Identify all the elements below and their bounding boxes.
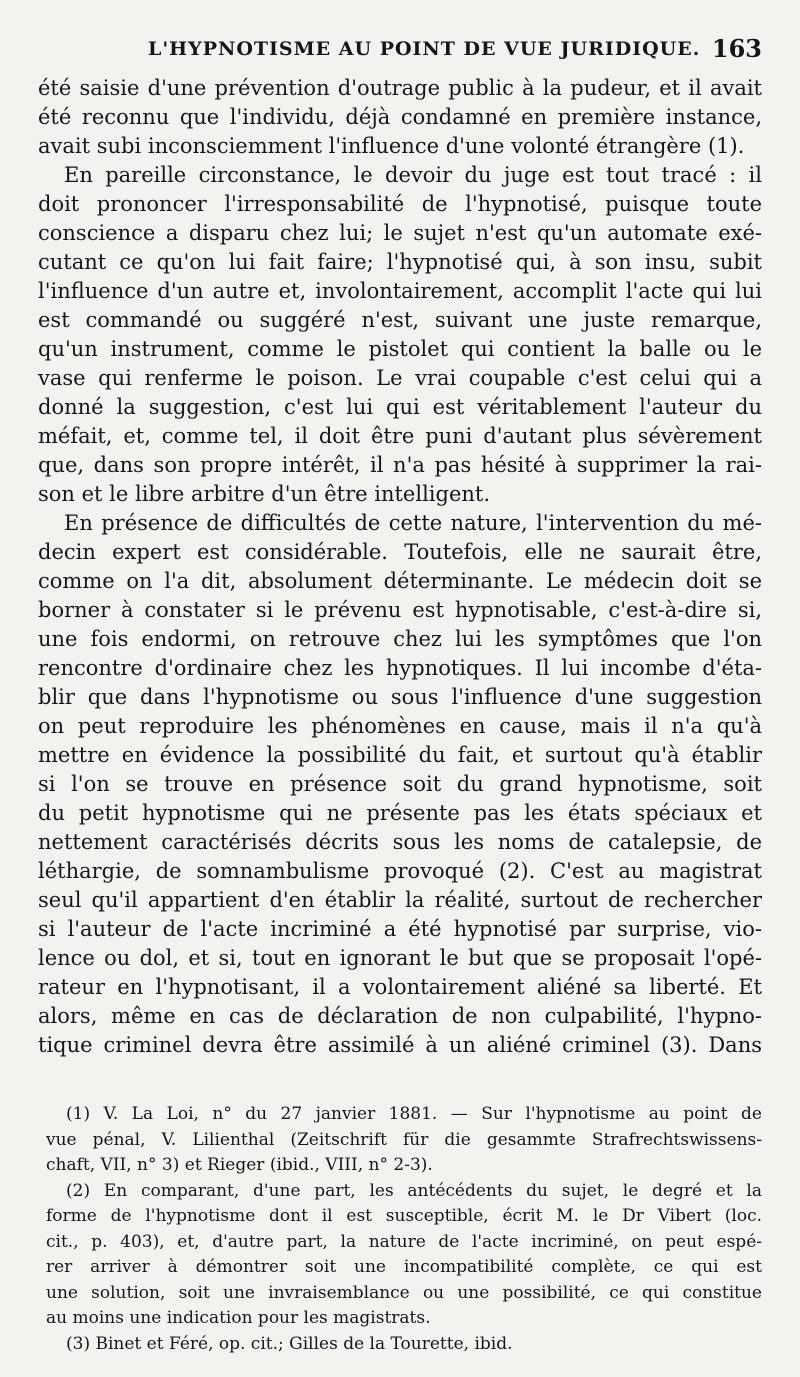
- footnote-line: forme de l'hypnotisme dont il est susceptible, écrit M. le Dr Vibert (loc.: [46, 1206, 762, 1226]
- footnote-line: vue pénal, V. Lilienthal (Zeitschrift für die gesammte Strafrechtswissens-: [46, 1129, 762, 1150]
- text-line: cutant ce qu'on lui fait faire; l'hypnotisé qui, à son insu, subit: [38, 250, 762, 274]
- footnotes: [46, 1102, 762, 1357]
- footnote-line: chaft, VII, n° 3) et Rieger (ibid., VIII, n° 2-3).: [46, 1155, 433, 1175]
- text-line: borner à constater si le prévenu est hypnotisable, c'est-à-dire si,: [38, 598, 762, 622]
- text-line: rateur en l'hypnotisant, il a volontairement aliéné sa liberté. Et: [38, 975, 762, 999]
- text-line: lence ou dol, et si, tout en ignorant le but que se proposait l'opé-: [38, 946, 762, 970]
- text-line: du petit hypnotisme qui ne présente pas les états spéciaux et: [38, 801, 762, 825]
- text-line: doit prononcer l'irresponsabilité de l'hypnotisé, puisque toute: [38, 192, 762, 216]
- text-line: une fois endormi, on retrouve chez lui les symptômes que l'on: [38, 627, 762, 651]
- text-line: son et le libre arbitre d'un être intelligent.: [38, 482, 491, 506]
- footnote-line: (1) V. La Loi, n° du 27 janvier 1881. — Sur l'hypnotisme au point de: [66, 1104, 762, 1124]
- text-line: comme on l'a dit, absolument déterminante. Le médecin doit se: [38, 569, 762, 593]
- text-line: alors, même en cas de déclaration de non culpabilité, l'hypno-: [38, 1004, 762, 1028]
- text-line: qu'un instrument, comme le pistolet qui contient la balle ou le: [38, 337, 762, 361]
- text-line: rencontre d'ordinaire chez les hypnotiques. Il lui incombe d'éta-: [38, 656, 762, 680]
- text-line: tique criminel devra être assimilé à un aliéné criminel (3). Dans: [38, 1033, 762, 1057]
- footnote-line: une solution, soit une invraisemblance ou une possibilité, ce qui constitue: [46, 1282, 762, 1303]
- text-line: été reconnu que l'individu, déjà condamné en première instance,: [38, 105, 762, 129]
- text-line: nettement caractérisés décrits sous les noms de catalepsie, de: [38, 830, 762, 854]
- page-number: 163: [711, 34, 762, 63]
- footnote-line: (2) En comparant, d'une part, les antécédents du sujet, le degré et la: [66, 1180, 762, 1201]
- text-line: on peut reproduire les phénomènes en cause, mais il n'a qu'à: [38, 714, 762, 738]
- text-line: que, dans son propre intérêt, il n'a pas hésité à supprimer la rai-: [38, 453, 762, 477]
- text-line: En pareille circonstance, le devoir du juge est tout tracé : il: [64, 163, 762, 187]
- footnote-line: rer arriver à démontrer soit une incompatibilité complète, ce qui est: [46, 1257, 762, 1277]
- text-line: decin expert est considérable. Toutefois, elle ne saurait être,: [38, 540, 762, 564]
- footnote-line: (3) Binet et Féré, op. cit.; Gilles de la Tourette, ibid.: [66, 1333, 513, 1354]
- text-line: En présence de difficultés de cette nature, l'intervention du mé-: [64, 511, 762, 535]
- text-line: l'influence d'un autre et, involontairement, accomplit l'acte qui lui: [38, 279, 762, 303]
- text-line: si l'auteur de l'acte incriminé a été hypnotisé par surprise, vio-: [38, 917, 762, 941]
- text-line: donné la suggestion, c'est lui qui est véritablement l'auteur du: [38, 395, 762, 419]
- main-text: [38, 74, 762, 1060]
- footnote-line: au moins une indication pour les magistrats.: [46, 1308, 431, 1328]
- text-line: été saisie d'une prévention d'outrage public à la pudeur, et il avait: [38, 76, 762, 100]
- text-line: mettre en évidence la possibilité du fait, et surtout qu'à établir: [38, 743, 762, 767]
- footnote-line: cit., p. 403), et, d'autre part, la nature de l'acte incriminé, on peut espé-: [46, 1231, 762, 1252]
- text-line: léthargie, de somnambulisme provoqué (2). C'est au magistrat: [38, 859, 762, 883]
- text-line: conscience a disparu chez lui; le sujet n'est qu'un automate exé-: [38, 221, 762, 245]
- running-title: L'HYPNOTISME AU POINT DE VUE JURIDIQUE.: [148, 38, 701, 60]
- text-line: si l'on se trouve en présence soit du grand hypnotisme, soit: [38, 772, 762, 796]
- text-line: avait subi inconsciemment l'influence d'une volonté étrangère (1).: [38, 134, 745, 158]
- text-line: seul qu'il appartient d'en établir la réalité, surtout de rechercher: [38, 888, 762, 912]
- text-line: blir que dans l'hypnotisme ou sous l'influence d'une suggestion: [38, 685, 762, 709]
- text-line: méfait, et, comme tel, il doit être puni d'autant plus sévèrement: [38, 424, 762, 448]
- page-header: [38, 36, 764, 64]
- text-line: vase qui renferme le poison. Le vrai coupable c'est celui qui a: [38, 366, 762, 390]
- text-line: est commandé ou suggéré n'est, suivant une juste remarque,: [38, 308, 762, 332]
